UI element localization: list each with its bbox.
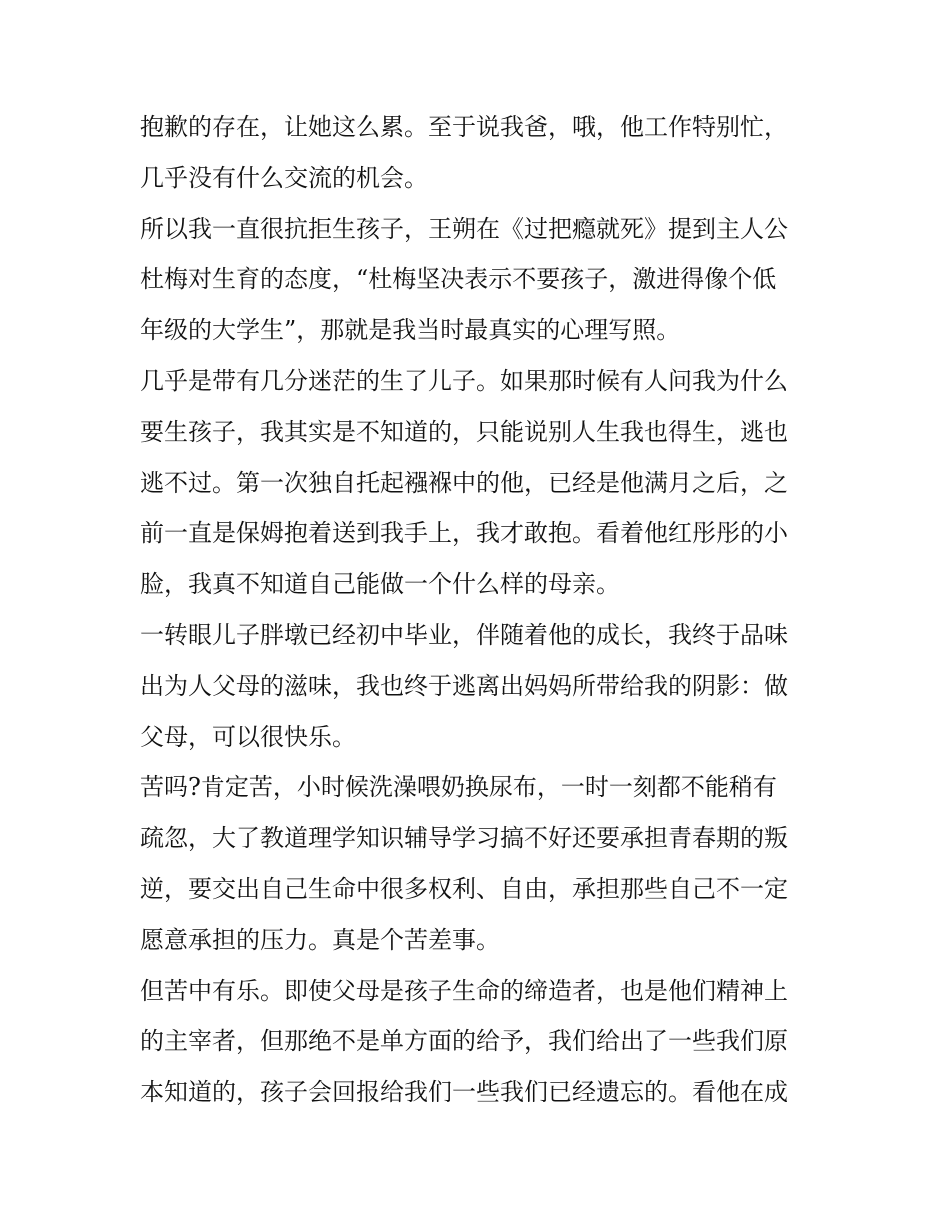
text-line: 一转眼儿子胖墩已经初中毕业，伴随着他的成长，我终于品味 [140, 620, 788, 649]
text-line: 出为人父母的滋味，我也终于逃离出妈妈所带给我的阴影：做 [140, 671, 788, 700]
text-line: 脸，我真不知道自己能做一个什么样的母亲。 [140, 570, 620, 599]
text-line: 杜梅对生育的态度，“杜梅坚决表示不要孩子，激进得像个低 [140, 265, 777, 294]
text-line: 要生孩子，我其实是不知道的，只能说别人生我也得生，逃也 [140, 417, 788, 446]
text-line: 苦吗?肯定苦，小时候洗澡喂奶换尿布，一时一刻都不能稍有 [140, 773, 777, 802]
text-line: 抱歉的存在，让她这么累。至于说我爸，哦，他工作特别忙， [140, 113, 788, 141]
text-line: 愿意承担的压力。真是个苦差事。 [140, 925, 500, 954]
text-line: 逃不过。第一次独自托起襁褓中的他，已经是他满月之后，之 [140, 468, 788, 497]
text-line: 前一直是保姆抱着送到我手上，我才敢抱。看着他红彤彤的小 [140, 519, 788, 548]
text-line: 本知道的，孩子会回报给我们一些我们已经遗忘的。看他在成 [140, 1078, 788, 1107]
text-line: 逆，要交出自己生命中很多权利、自由，承担那些自己不一定 [140, 874, 788, 903]
text-line: 疏忽，大了教道理学知识辅导学习搞不好还要承担青春期的叛 [140, 824, 788, 853]
text-line: 父母，可以很快乐。 [140, 722, 356, 751]
text-line: 年级的大学生”，那就是我当时最真实的心理写照。 [140, 316, 681, 345]
text-line: 的主宰者，但那绝不是单方面的给予，我们给出了一些我们原 [140, 1027, 788, 1056]
body-text [140, 102, 820, 1118]
text-line: 几乎是带有几分迷茫的生了儿子。如果那时候有人问我为什么 [140, 366, 788, 395]
text-line: 所以我一直很抗拒生孩子，王朔在《过把瘾就死》提到主人公 [140, 214, 788, 243]
text-line: 几乎没有什么交流的机会。 [140, 163, 428, 192]
text-line: 但苦中有乐。即使父母是孩子生命的缔造者，也是他们精神上 [140, 976, 788, 1005]
